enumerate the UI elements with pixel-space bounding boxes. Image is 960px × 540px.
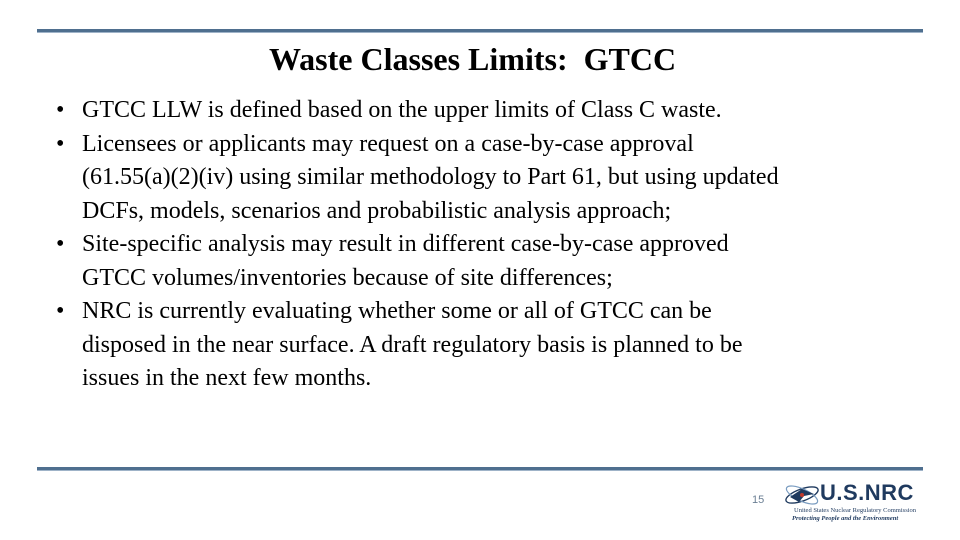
bullet-item: • Licensees or applicants may request on a case-by-case approval (61.55(a)(2)(iv) using similar methodology to Part 61, but using updated DCFs, models, scenarios and probabilistic analysis approach; (56, 128, 916, 229)
slide-title: Waste Classes Limits: GTCC (268, 41, 677, 77)
bullet-list (56, 94, 916, 396)
logo-subtitle: United States Nuclear Regulatory Commission (794, 507, 917, 514)
bullet-item: • NRC is currently evaluating whether some or all of GTCC can be disposed in the near surface. A draft regulatory basis is planned to be issues in the next few months. (56, 295, 916, 396)
nrc-atom-eagle-icon (782, 480, 822, 510)
page-number: 15 (752, 494, 765, 506)
bottom-divider (37, 467, 923, 471)
top-divider (37, 29, 923, 33)
logo-wordmark: U.S.NRC (820, 480, 914, 505)
nrc-logo (782, 478, 930, 526)
logo-tagline: Protecting People and the Environment (792, 515, 899, 522)
bullet-item: • GTCC LLW is defined based on the upper limits of Class C waste. (56, 94, 916, 128)
bullet-item: • Site-specific analysis may result in different case-by-case approved GTCC volumes/inventories because of site differences; (56, 228, 916, 295)
